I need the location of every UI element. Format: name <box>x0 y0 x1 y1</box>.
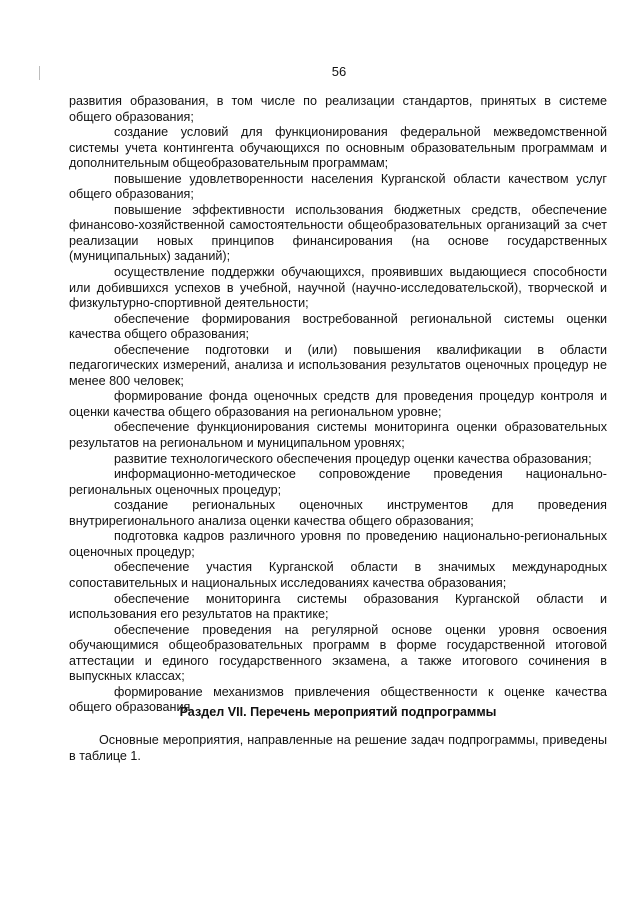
paragraph: создание условий для функционирования федеральной межведомственной системы учета контингента обучающихся по основным образовательным программам и дополнительным общеобразовательным программам; <box>69 125 607 171</box>
paragraph: информационно-методическое сопровождение проведения национально-региональных оценочных процедур; <box>69 467 607 497</box>
paragraph: создание региональных оценочных инструментов для проведения внутрирегионального анализа оценки качества общего образования; <box>69 498 607 528</box>
section-intro <box>69 733 607 764</box>
section-heading: Раздел VII. Перечень мероприятий подпрограммы <box>179 705 497 719</box>
paragraph: обеспечение участия Курганской области в значимых международных сопоставительных и национальных исследованиях качества образования; <box>69 560 607 590</box>
paragraph: осуществление поддержки обучающихся, проявивших выдающиеся способности или добившихся успехов в учебной, научной (научно-исследовательской), творческой и физкультурно-спортивной деятельности; <box>69 265 607 311</box>
paragraph: развития образования, в том числе по реализации стандартов, принятых в системе общего образования; <box>69 94 607 124</box>
paragraph: повышение удовлетворенности населения Курганской области качеством услуг общего образования; <box>69 171 607 202</box>
paragraph: повышение эффективности использования бюджетных средств, обеспечение финансово-хозяйственной самостоятельности общеобразовательных организаций за счет реализации новых принципов финансирования (на основе государственных (муниципальных) заданий); <box>69 202 607 264</box>
paragraph: обеспечение функционирования системы мониторинга оценки образовательных результатов на региональном и муниципальном уровнях; <box>69 420 607 451</box>
paragraph: формирование механизмов привлечения общественности к оценке качества общего образования. <box>69 684 607 715</box>
body-text <box>69 94 607 716</box>
paragraph: обеспечение подготовки и (или) повышения квалификации в области педагогических измерений, анализа и использования результатов оценочных процедур не менее 800 человек; <box>69 342 607 388</box>
page-number: 56 <box>331 64 347 79</box>
paragraph: формирование фонда оценочных средств для проведения процедур контроля и оценки качества общего образования на региональном уровне; <box>69 389 607 419</box>
paragraph: обеспечение проведения на регулярной основе оценки уровня освоения обучающимися общеобразовательных программ в форме государственной итоговой аттестации и единого государственного экзамена, а также итогового сочинения в выпускных классах; <box>69 622 607 684</box>
paragraph: развитие технологического обеспечения процедур оценки качества образования; <box>114 451 592 466</box>
paragraph: обеспечение мониторинга системы образования Курганской области и использования его результатов на практике; <box>69 591 607 622</box>
section-intro-paragraph: Основные мероприятия, направленные на решение задач подпрограммы, приведены в таблице 1. <box>69 733 607 763</box>
paragraph: подготовка кадров различного уровня по проведению национально-региональных оценочных процедур; <box>69 529 607 559</box>
paragraph: обеспечение формирования востребованной региональной системы оценки качества общего образования; <box>69 311 607 342</box>
